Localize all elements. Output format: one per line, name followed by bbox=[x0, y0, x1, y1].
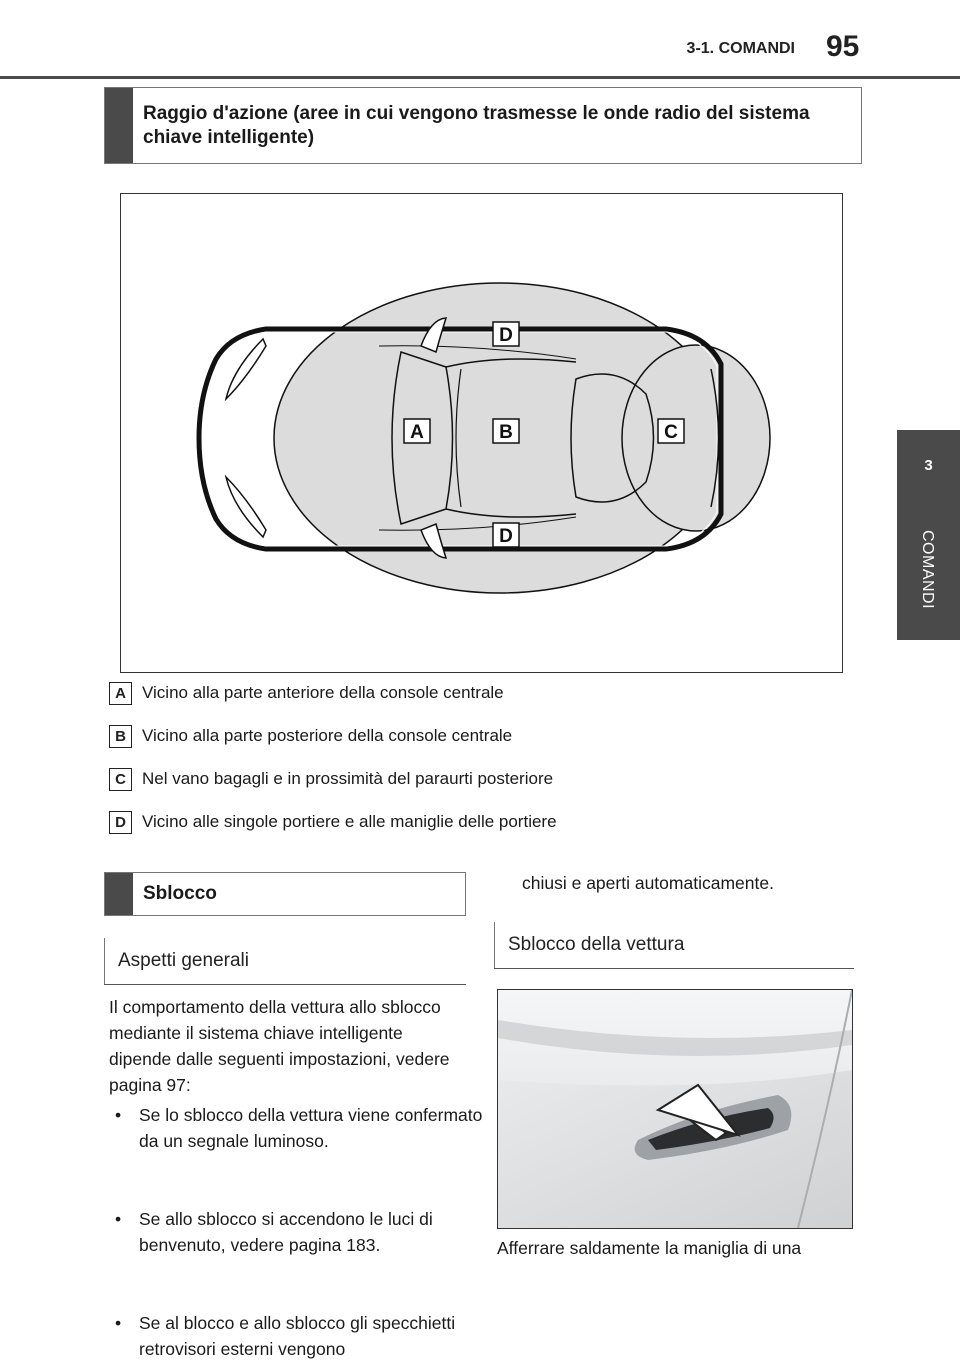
car-range-illustration bbox=[121, 194, 842, 672]
legend-item-d bbox=[109, 809, 557, 835]
legend-badge-c: C bbox=[109, 768, 132, 791]
diagram-label-d-bottom bbox=[493, 523, 519, 547]
legend-badge-d: D bbox=[109, 811, 132, 834]
general-subheading: Aspetti generali bbox=[104, 938, 463, 984]
general-bullet-1: • Se lo sblocco della vettura viene confermato da un segnale luminoso. bbox=[109, 1102, 491, 1154]
svg-text:D: D bbox=[499, 325, 513, 346]
trunk-zone bbox=[622, 345, 770, 531]
svg-text:C: C bbox=[664, 422, 678, 443]
legend-item-a bbox=[109, 680, 504, 706]
headlight-left bbox=[226, 339, 266, 399]
door-handle-photo bbox=[497, 989, 853, 1229]
title-bar-marker bbox=[105, 873, 133, 915]
range-diagram bbox=[120, 193, 843, 673]
headlight-right bbox=[226, 477, 266, 537]
vehicle-subheading: Sblocco della vettura bbox=[494, 922, 853, 968]
diagram-label-b bbox=[493, 419, 519, 443]
legend-text-a: Vicino alla parte anteriore della console centrale bbox=[142, 683, 504, 702]
vehicle-caption: Afferrare saldamente la maniglia di una bbox=[497, 1238, 802, 1258]
legend-text-b: Vicino alla parte posteriore della console centrale bbox=[142, 726, 513, 745]
range-title-text: Raggio d'azione (aree in cui vengono trasmesse le onde radio del sistema chiave intelligente) bbox=[143, 102, 810, 148]
general-intro: Il comportamento della vettura allo sblocco mediante il sistema chiave intelligente dipende dalle seguenti impostazioni, vedere pagina 97: bbox=[109, 997, 450, 1095]
legend-item-c bbox=[109, 766, 553, 792]
legend-text-d: Vicino alle singole portiere e alle maniglie delle portiere bbox=[142, 812, 557, 831]
continuation-text: chiusi e aperti automaticamente. bbox=[522, 873, 774, 893]
legend-item-b bbox=[109, 723, 512, 749]
diagram-label-a bbox=[404, 419, 430, 443]
section-header: 3-1. COMANDI bbox=[686, 40, 795, 57]
general-bullet-3: • Se al blocco e allo sblocco gli specchietti retrovisori esterni vengono bbox=[109, 1310, 491, 1362]
legend-badge-a: A bbox=[109, 682, 132, 705]
svg-text:A: A bbox=[410, 422, 424, 443]
diagram-label-d-top bbox=[493, 322, 519, 346]
vehicle-subheading-rule bbox=[494, 968, 854, 969]
title-bar-marker bbox=[105, 88, 133, 163]
unlock-section-title bbox=[104, 872, 466, 916]
legend-text-c: Nel vano bagagli e in prossimità del paraurti posteriore bbox=[142, 769, 554, 788]
general-subheading-rule bbox=[104, 984, 466, 985]
header-rule bbox=[0, 76, 960, 79]
range-section-title bbox=[104, 87, 862, 164]
general-bullet-2: • Se allo sblocco si accendono le luci di benvenuto, vedere pagina 183. bbox=[109, 1206, 491, 1258]
unlock-title-text: Sblocco bbox=[143, 883, 217, 904]
legend-badge-b: B bbox=[109, 725, 132, 748]
svg-text:B: B bbox=[499, 422, 513, 443]
chapter-label: COMANDI bbox=[919, 530, 936, 610]
svg-text:D: D bbox=[499, 526, 513, 547]
door-handle-illustration bbox=[498, 990, 852, 1228]
diagram-label-c bbox=[658, 419, 684, 443]
chapter-number: 3 bbox=[924, 457, 933, 474]
page-number: 95 bbox=[826, 30, 860, 63]
